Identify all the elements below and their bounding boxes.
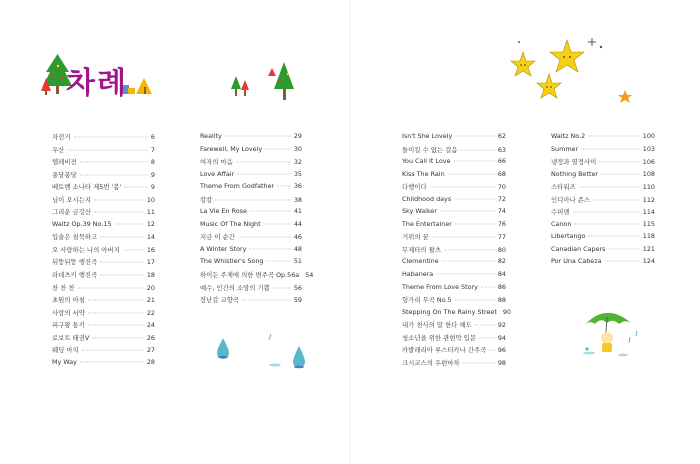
toc-entry-title: Isn't She Lovely <box>402 132 453 140</box>
star-bottom-icon <box>537 74 561 98</box>
toc-entry[interactable] <box>52 157 155 170</box>
toc-entry[interactable] <box>200 207 302 220</box>
toc-entry-title: Farewell, My Lovely <box>200 144 263 153</box>
toc-entry-title: Reality <box>200 132 222 140</box>
toc-entry-page: 9 <box>150 170 155 179</box>
toc-entry-title: Summer <box>551 144 579 153</box>
toc-entry-title: 웨딩 마치 <box>52 346 79 355</box>
dot-leader <box>78 287 144 288</box>
toc-entry[interactable] <box>52 220 155 233</box>
star-orange-icon <box>618 90 632 103</box>
toc-entry-page: 20 <box>146 283 155 292</box>
dot-leader <box>605 261 640 262</box>
toc-entry[interactable] <box>52 207 155 220</box>
toc-entry-page: 121 <box>642 244 655 253</box>
toc-entry-title: Nothing Better <box>551 169 599 178</box>
toc-entry-page: 48 <box>293 244 302 253</box>
toc-entry-page: 22 <box>146 308 155 317</box>
dot-leader <box>88 312 144 313</box>
toc-entry-page: 18 <box>146 271 155 280</box>
dot-leader <box>74 137 148 138</box>
toc-entry[interactable] <box>200 220 302 233</box>
toc-entry-title: 피구왕 통키 <box>52 321 85 330</box>
star-big-icon <box>550 40 584 72</box>
toc-entry-page: 59 <box>293 296 302 305</box>
dot-leader <box>124 187 148 188</box>
toc-entry-title: 사랑의 서약 <box>52 308 85 317</box>
dot-leader <box>88 325 144 326</box>
toc-entry-page: 14 <box>146 233 155 242</box>
toc-entry[interactable] <box>551 257 655 270</box>
toc-column-2 <box>200 132 314 308</box>
toc-entry-page: 72 <box>497 194 506 203</box>
dot-leader <box>277 186 291 187</box>
toc-entry-title: 캉캉 <box>200 195 213 204</box>
toc-entry-title: The Entertainer <box>402 219 452 228</box>
toc-entry-title: A Winter Story <box>200 244 247 253</box>
toc-entry-page: 110 <box>642 183 655 192</box>
toc-entry-title: 로보트 태권V <box>52 333 90 342</box>
toc-entry-title: 인디아나 존스 <box>551 195 591 204</box>
toc-entry-page: 124 <box>642 257 655 266</box>
toc-entry[interactable] <box>52 232 155 245</box>
toc-entry[interactable] <box>52 308 155 321</box>
dot-leader <box>601 173 640 174</box>
toc-entry[interactable] <box>551 195 655 208</box>
toc-entry-title: 자전거 <box>52 133 71 141</box>
toc-entry[interactable] <box>551 207 655 220</box>
toc-entry-title: Kiss The Rain <box>402 169 445 178</box>
toc-entry[interactable] <box>551 157 655 170</box>
toc-entry-page: 56 <box>293 283 302 292</box>
toc-entry-page: 10 <box>146 195 155 204</box>
toc-column-3 <box>402 132 511 370</box>
dot-leader <box>442 261 495 262</box>
toc-entry-page: 41 <box>293 207 302 216</box>
toc-entry-page: 11 <box>146 208 155 217</box>
toc-entry[interactable] <box>402 232 506 245</box>
toc-entry-title: 카발레리아 루스티카나 간주곡 <box>402 346 487 355</box>
toc-entry-page: 66 <box>497 157 506 166</box>
toc-entry[interactable] <box>52 132 155 145</box>
toc-entry[interactable] <box>52 295 155 308</box>
dot-leader <box>609 248 640 249</box>
dot-leader <box>581 148 640 149</box>
toc-entry[interactable] <box>402 307 511 321</box>
toc-entry-page: 115 <box>642 219 655 228</box>
toc-entry-page: 62 <box>497 132 506 140</box>
toc-entry[interactable] <box>402 182 506 195</box>
dot-leader <box>479 337 495 338</box>
toc-entry-page: 86 <box>497 282 506 291</box>
toc-entry[interactable] <box>402 170 506 183</box>
toc-entry[interactable] <box>200 257 302 270</box>
sparkle-icon <box>518 38 602 48</box>
dot-leader <box>100 262 144 263</box>
toc-entry-title: 수퍼맨 <box>551 208 570 217</box>
toc-entry-page: 38 <box>293 195 302 204</box>
toc-entry[interactable] <box>200 195 302 208</box>
toc-entry[interactable] <box>200 132 302 145</box>
toc-entry[interactable] <box>52 257 155 270</box>
toc-entry-page: 12 <box>146 219 155 228</box>
toc-entry-page: 46 <box>293 233 302 242</box>
dot-leader <box>249 248 290 249</box>
dot-leader <box>579 187 640 188</box>
trees-cluster-icon <box>228 62 300 102</box>
toc-entry[interactable] <box>402 195 506 208</box>
toc-entry-title: 헝가리 무곡 No.5 <box>402 296 452 305</box>
toc-entry-page: 32 <box>293 158 302 167</box>
toc-entry[interactable] <box>402 320 506 333</box>
toc-entry-title: Canadian Capers <box>551 244 606 253</box>
dot-leader <box>88 300 144 301</box>
dot-leader <box>82 350 144 351</box>
toc-entry-page: 70 <box>497 183 506 192</box>
toc-entry[interactable] <box>200 145 302 158</box>
dot-leader <box>573 212 640 213</box>
toc-entry-page: 8 <box>150 158 155 167</box>
toc-entry[interactable] <box>551 132 655 145</box>
toc-entry-title: Canon <box>551 219 572 228</box>
dot-leader <box>238 237 291 238</box>
toc-entry-page: 74 <box>497 207 506 216</box>
toc-entry-page: 94 <box>497 333 506 342</box>
dot-leader <box>67 149 148 150</box>
toc-entry-page: 108 <box>642 169 655 178</box>
toc-entry[interactable] <box>402 358 506 371</box>
toc-entry-title: 그리운 금강산 <box>52 208 92 217</box>
dot-leader <box>236 162 291 163</box>
toc-entry[interactable] <box>402 207 506 220</box>
toc-entry[interactable] <box>52 195 155 208</box>
dot-leader <box>489 350 495 351</box>
dot-leader <box>80 361 144 362</box>
toc-entry-title: 찬 찬 찬 <box>52 283 75 292</box>
toc-entry[interactable] <box>402 157 506 170</box>
toc-entry-page: 118 <box>642 232 655 241</box>
toc-entry-title: 무제타의 왈츠 <box>402 245 442 254</box>
toc-entry-page: 28 <box>146 357 155 366</box>
toc-entry-page: 103 <box>642 144 655 153</box>
toc-entry[interactable] <box>200 295 302 308</box>
dot-leader <box>100 237 144 238</box>
toc-entry[interactable] <box>402 220 506 233</box>
toc-entry-page: 51 <box>293 257 302 266</box>
toc-entry-title: 라데츠키 행진곡 <box>52 271 98 280</box>
toc-entry-title: 텔레비전 <box>52 158 77 167</box>
toc-entry-title: 여자의 마음 <box>200 158 233 167</box>
dot-leader <box>455 136 495 137</box>
toc-entry-page: 44 <box>293 219 302 228</box>
toc-entry[interactable] <box>200 182 302 195</box>
toc-entry-page: 21 <box>146 296 155 305</box>
toc-entry-page: 98 <box>497 358 506 367</box>
dot-leader <box>80 162 148 163</box>
dot-leader <box>599 162 640 163</box>
toc-entry-page: 100 <box>642 132 655 140</box>
toc-entry-page: 76 <box>497 219 506 228</box>
dot-leader <box>237 173 291 174</box>
umbrella-kid-icon <box>575 305 645 365</box>
toc-entry-title: Libertango <box>551 232 586 241</box>
toc-entry-title: 뒤뚱뒤뚱 행진곡 <box>52 258 98 267</box>
toc-entry-title: Por Una Cabeza <box>551 257 602 266</box>
dot-leader <box>92 337 144 338</box>
toc-entry-title: 지금 이 순간 <box>200 233 235 242</box>
toc-entry-title: You Call It Love <box>402 157 451 166</box>
toc-entry-title: 냉정과 열정사이 <box>551 158 597 167</box>
toc-entry-page: 24 <box>146 321 155 330</box>
toc-entry-page: 26 <box>146 333 155 342</box>
toc-entry-title: 다행이다 <box>402 183 427 192</box>
toc-entry[interactable] <box>551 232 655 245</box>
star-left-icon <box>511 52 535 76</box>
toc-entry[interactable] <box>200 245 302 258</box>
dot-leader <box>430 187 495 188</box>
toc-entry-title: 스타워즈 <box>551 183 576 192</box>
book-gutter <box>349 0 351 464</box>
dot-leader <box>215 199 291 200</box>
toc-entry-page: 77 <box>497 233 506 242</box>
toc-entry-title: 거위의 꿈 <box>402 233 429 242</box>
toc-entry[interactable] <box>551 245 655 258</box>
toc-entry[interactable] <box>551 220 655 233</box>
toc-entry-page: 29 <box>293 132 302 140</box>
toc-entry[interactable] <box>200 157 302 170</box>
dot-leader <box>273 287 291 288</box>
toc-entry-title: 초원의 아침 <box>52 296 85 305</box>
toc-entry[interactable] <box>402 245 506 258</box>
toc-entry-title: 돌이킬 수 없는 걸음 <box>402 145 458 154</box>
toc-entry[interactable] <box>402 257 506 270</box>
toc-entry-page: 84 <box>497 270 506 279</box>
toc-entry-title: Clementine <box>402 257 439 266</box>
toc-entry[interactable] <box>52 320 155 333</box>
toc-entry[interactable] <box>402 145 506 158</box>
dot-leader <box>266 261 290 262</box>
toc-entry[interactable] <box>402 333 506 346</box>
toc-entry-title: 우산 <box>52 145 65 154</box>
toc-entry[interactable] <box>200 283 302 296</box>
toc-entry-page: 68 <box>497 169 506 178</box>
dot-leader <box>115 223 144 224</box>
toc-entry-page: 16 <box>146 245 155 254</box>
toc-entry[interactable] <box>551 182 655 195</box>
toc-entry-page: 106 <box>642 158 655 167</box>
toc-entry-page: 92 <box>497 321 506 330</box>
dot-leader <box>100 275 144 276</box>
toc-entry[interactable] <box>52 333 155 346</box>
dot-leader <box>463 362 495 363</box>
toc-entry-page: 80 <box>497 245 506 254</box>
toc-entry[interactable] <box>52 170 155 183</box>
toc-entry-title: Music Of The Night <box>200 219 261 228</box>
dot-leader <box>80 174 148 175</box>
dot-leader <box>454 198 495 199</box>
toc-entry[interactable] <box>551 170 655 183</box>
toc-entry-page: 17 <box>146 258 155 267</box>
toc-entry-title: Waltz Op.39 No.15 <box>52 219 112 228</box>
toc-entry-title: 님이 오시는지 <box>52 195 92 204</box>
toc-entry-title: Theme From Godfather <box>200 182 275 191</box>
toc-entry-title: Love Affair <box>200 169 235 178</box>
dot-leader <box>448 173 495 174</box>
toc-entry-title: The Whistler's Song <box>200 257 264 266</box>
toc-entry-title: 청소년을 위한 관현악 입문 <box>402 333 477 342</box>
toc-entry[interactable] <box>52 358 155 371</box>
toc-entry[interactable] <box>52 345 155 358</box>
dot-leader <box>593 199 640 200</box>
toc-entry-title: 베토벤 소나타 제5번 '봄' <box>52 183 122 192</box>
toc-entry-title: Habanera <box>402 270 434 279</box>
dot-leader <box>265 148 291 149</box>
toc-column-4 <box>551 132 655 270</box>
toc-entry[interactable] <box>551 145 655 158</box>
toc-entry-page: 63 <box>497 145 506 154</box>
toc-entry-page: 35 <box>293 169 302 178</box>
toc-entry-title: 입술은 침묵하고 <box>52 233 98 242</box>
toc-entry-title: 오 사랑하는 나의 아버지 <box>52 245 120 254</box>
dot-leader <box>455 300 495 301</box>
toc-entry-title: 크시코스의 우편마차 <box>402 358 460 367</box>
toc-entry-title: La Vie En Rose <box>200 207 247 216</box>
toc-entry-title: 내가 천사의 말 한다 해도 <box>402 321 472 330</box>
dot-leader <box>574 223 639 224</box>
raindrops-icon <box>215 332 315 382</box>
toc-entry-page: 114 <box>642 208 655 217</box>
toc-entry[interactable] <box>52 182 155 195</box>
dot-leader <box>436 274 495 275</box>
dot-leader <box>432 237 495 238</box>
toc-entry-title: 퐁당퐁당 <box>52 170 77 179</box>
toc-entry[interactable] <box>402 295 506 308</box>
toc-column-1 <box>52 132 155 370</box>
toc-entry-page: 6 <box>150 133 155 141</box>
toc-entry-page: 9 <box>150 183 155 192</box>
dot-leader <box>460 149 494 150</box>
toc-entry-title: Sky Walker <box>402 207 437 216</box>
toc-entry-title: My Way <box>52 357 77 366</box>
toc-entry-page: 88 <box>497 296 506 305</box>
dot-leader <box>440 211 495 212</box>
dot-leader <box>123 249 144 250</box>
stars-icon <box>505 34 645 108</box>
toc-entry[interactable] <box>52 270 155 283</box>
toc-entry[interactable] <box>200 232 302 245</box>
dot-leader <box>475 325 495 326</box>
dot-leader <box>94 212 144 213</box>
toc-entry-title: Waltz No.2 <box>551 132 586 140</box>
toc-entry-page: 36 <box>293 182 302 191</box>
toc-title: 차례 <box>66 66 128 101</box>
toc-entry-page: 82 <box>497 257 506 266</box>
toc-entry[interactable] <box>402 345 506 358</box>
toc-entry[interactable] <box>402 132 506 145</box>
toc-entry[interactable] <box>52 245 155 258</box>
toc-entry[interactable] <box>52 145 155 158</box>
toc-entry-title: Childhood days <box>402 194 452 203</box>
toc-entry[interactable] <box>52 283 155 296</box>
toc-entry-page: 54 <box>305 271 314 280</box>
toc-entry-page: 90 <box>502 307 511 316</box>
toc-entry-title: Stepping On The Rainy Street <box>402 307 497 316</box>
dot-leader <box>481 286 495 287</box>
toc-entry-title: 하이든 주제에 의한 변주곡 Op.56a <box>200 271 300 280</box>
toc-entry[interactable] <box>402 283 506 296</box>
dot-leader <box>242 300 291 301</box>
dot-leader <box>94 199 144 200</box>
toc-entry-title: Theme From Love Story <box>402 282 478 291</box>
toc-entry-page: 7 <box>150 145 155 154</box>
dot-leader <box>225 136 291 137</box>
dot-leader <box>250 211 291 212</box>
dot-leader <box>444 249 495 250</box>
dot-leader <box>588 136 640 137</box>
dot-leader <box>588 236 639 237</box>
toc-entry[interactable] <box>200 170 302 183</box>
toc-entry-page: 30 <box>293 144 302 153</box>
dot-leader <box>454 161 495 162</box>
toc-entry[interactable] <box>200 270 314 283</box>
toc-entry-page: 27 <box>146 346 155 355</box>
toc-entry[interactable] <box>402 270 506 283</box>
toc-entry-title: 예수, 인간의 소망의 기쁨 <box>200 283 270 292</box>
toc-entry-title: 장난감 교향곡 <box>200 296 240 305</box>
toc-entry-page: 112 <box>642 195 655 204</box>
dot-leader <box>455 223 495 224</box>
toc-entry-page: 96 <box>497 346 506 355</box>
dot-leader <box>264 223 291 224</box>
